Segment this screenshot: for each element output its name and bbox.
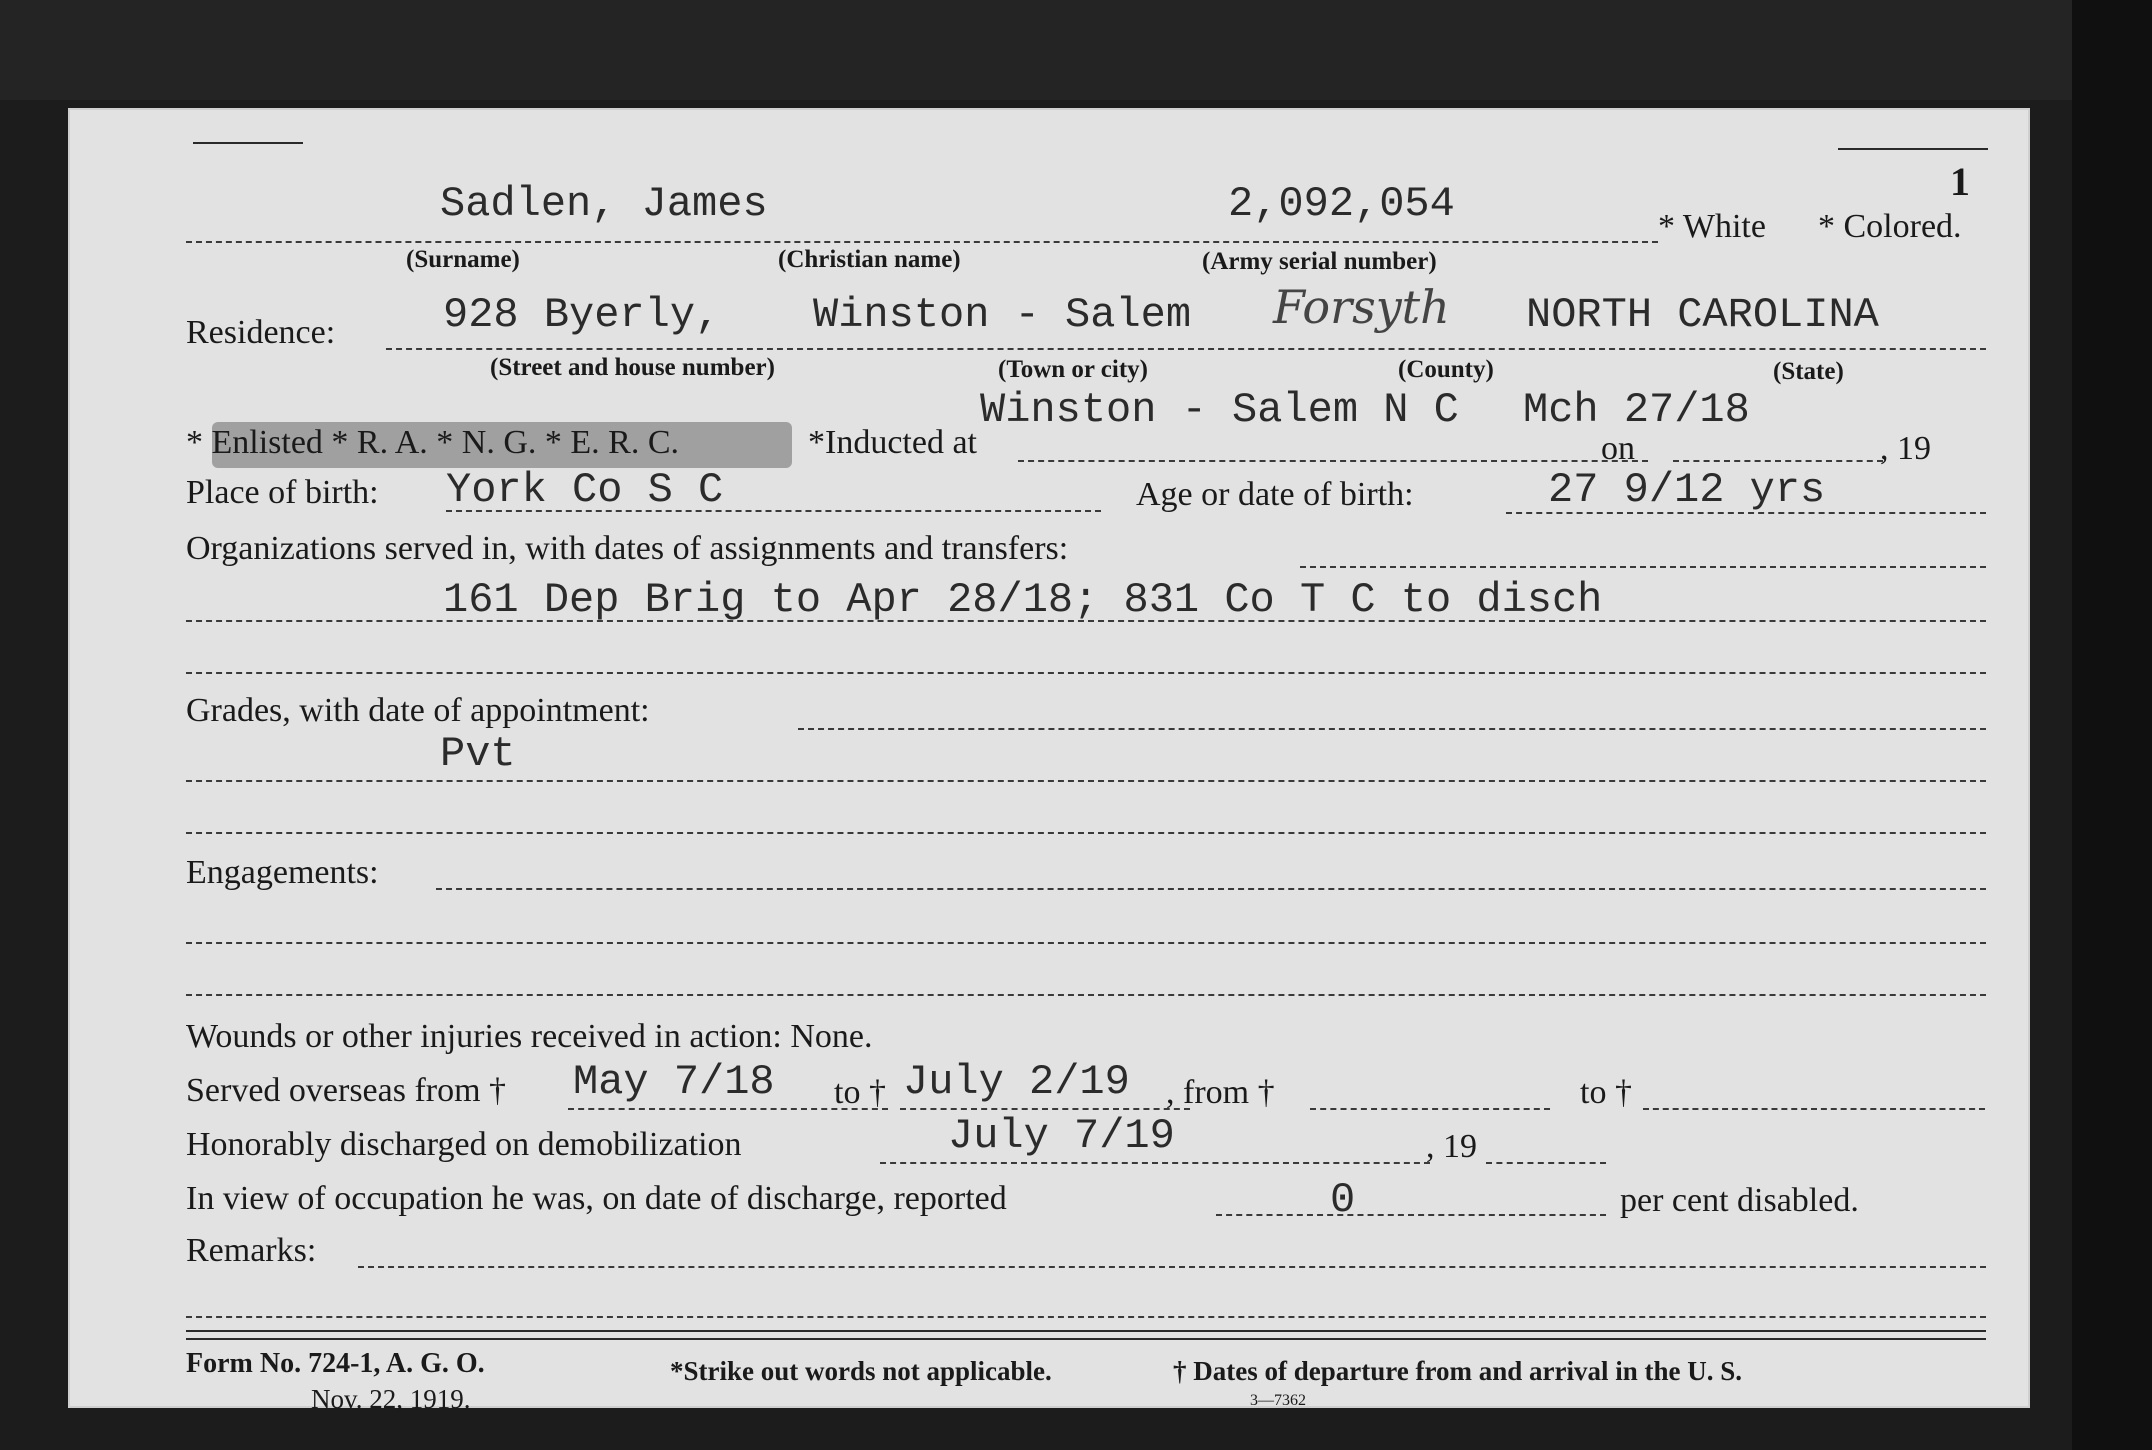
footer-rule-1 xyxy=(186,1330,1986,1332)
overseas-to-label: to † xyxy=(834,1074,886,1111)
engagements-line-3 xyxy=(186,994,1986,996)
inducted-place: Winston - Salem N C xyxy=(980,386,1459,434)
disability-label: In view of occupation he was, on date of discharge, reported xyxy=(186,1180,1007,1217)
grades-line-1 xyxy=(798,728,1986,730)
surname-value: Sadlen, James xyxy=(440,180,768,228)
wounds-label: Wounds or other injuries received in action: None. xyxy=(186,1018,873,1055)
dates-note: † Dates of departure from and arrival in the U. S. xyxy=(1173,1356,1742,1386)
caption-town: (Town or city) xyxy=(998,356,1148,383)
organizations-label: Organizations served in, with dates of assignments and transfers: xyxy=(186,530,1069,567)
age-line xyxy=(1506,512,1986,514)
overseas-label: Served overseas from † xyxy=(186,1072,507,1109)
discharge-label: Honorably discharged on demobilization xyxy=(186,1126,742,1163)
discharge-year-line xyxy=(1486,1162,1606,1164)
birthplace-label: Place of birth: xyxy=(186,474,379,511)
overseas-to-label-2: to † xyxy=(1580,1074,1632,1111)
scanner-edge xyxy=(2072,0,2152,1450)
inducted-year-suffix: , 19 xyxy=(1880,430,1931,467)
residence-line xyxy=(386,348,1986,350)
organizations-line-1 xyxy=(1300,566,1986,568)
overseas-to-line xyxy=(900,1108,1190,1110)
disability-suffix: per cent disabled. xyxy=(1620,1182,1859,1219)
engagements-line-1 xyxy=(436,888,1986,890)
card-number: 1 xyxy=(1950,159,1970,204)
caption-christian: (Christian name) xyxy=(778,246,961,273)
overseas-to-line-2 xyxy=(1643,1108,1985,1110)
age-value: 27 9/12 yrs xyxy=(1548,466,1826,514)
race-white: * White xyxy=(1658,208,1766,245)
enlisted-options: * Enlisted * R. A. * N. G. * E. R. C. xyxy=(186,424,680,461)
residence-state: NORTH CAROLINA xyxy=(1526,291,1879,339)
caption-surname: (Surname) xyxy=(406,246,520,273)
discharge-year-suffix: , 19 xyxy=(1426,1128,1477,1165)
caption-state: (State) xyxy=(1773,358,1844,385)
overseas-from-label-2: , from † xyxy=(1166,1074,1275,1111)
inducted-label: *Inducted at xyxy=(808,424,977,461)
engagements-label: Engagements: xyxy=(186,854,379,891)
on-label: on xyxy=(1601,430,1635,467)
remarks-line-1 xyxy=(358,1266,1986,1268)
birthplace-line xyxy=(446,510,1101,512)
caption-county: (County) xyxy=(1398,356,1494,383)
inducted-date: Mch 27/18 xyxy=(1523,386,1750,434)
corner-rule-left xyxy=(193,142,303,144)
grades-line-2 xyxy=(186,780,1986,782)
disability-line xyxy=(1216,1214,1606,1216)
grades-line-3 xyxy=(186,832,1986,834)
engagements-line-2 xyxy=(186,942,1986,944)
organizations-line-2 xyxy=(186,620,1986,622)
grade-value: Pvt xyxy=(440,730,516,778)
strike-note: *Strike out words not applicable. xyxy=(670,1356,1052,1386)
residence-label: Residence: xyxy=(186,314,336,351)
inducted-place-line xyxy=(1018,460,1648,462)
age-label: Age or date of birth: xyxy=(1136,476,1414,513)
grades-label: Grades, with date of appointment: xyxy=(186,692,650,729)
overseas-from-value: May 7/18 xyxy=(573,1058,775,1106)
service-record-card xyxy=(68,108,2030,1414)
discharge-line xyxy=(880,1162,1430,1164)
residence-town: Winston - Salem xyxy=(813,291,1192,339)
form-date: Nov. 22, 1919. xyxy=(311,1384,471,1414)
organizations-value: 161 Dep Brig to Apr 28/18; 831 Co T C to disch xyxy=(443,576,1603,624)
remarks-label: Remarks: xyxy=(186,1232,317,1269)
discharge-date: July 7/19 xyxy=(948,1112,1175,1160)
caption-street: (Street and house number) xyxy=(490,354,775,381)
overseas-from-line-2 xyxy=(1310,1108,1550,1110)
print-code: 3—7362 xyxy=(1250,1392,1306,1409)
footer-rule-2 xyxy=(186,1338,1986,1340)
inducted-date-line xyxy=(1673,460,1883,462)
disability-value: 0 xyxy=(1330,1176,1356,1224)
corner-rule-right xyxy=(1838,148,1988,150)
race-colored: * Colored. xyxy=(1818,208,1962,245)
organizations-line-3 xyxy=(186,672,1986,674)
residence-street: 928 Byerly, xyxy=(443,291,721,339)
caption-serial: (Army serial number) xyxy=(1202,248,1437,275)
overseas-to-value: July 2/19 xyxy=(903,1058,1130,1106)
remarks-line-2 xyxy=(186,1316,1986,1318)
name-line xyxy=(186,241,1658,243)
residence-county: Forsyth xyxy=(1273,280,1450,334)
form-number: Form No. 724-1, A. G. O. xyxy=(186,1348,485,1379)
birthplace-value: York Co S C xyxy=(446,466,724,514)
scanner-background xyxy=(0,0,2152,100)
serial-number-value: 2,092,054 xyxy=(1228,180,1455,228)
